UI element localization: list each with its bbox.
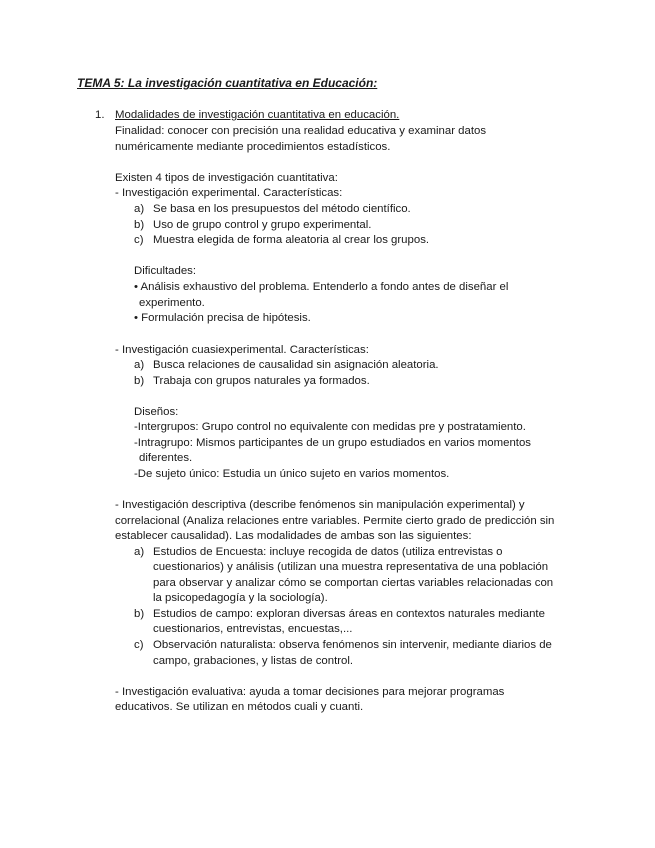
design-item: -Intergrupos: Grupo control no equivalente con medidas pre y postratamiento.: [134, 421, 526, 433]
list-marker: b): [134, 219, 145, 231]
bullet-item: • Análisis exhaustivo del problema. Entenderlo a fondo antes de diseñar el: [134, 281, 509, 293]
quasi-heading: - Investigación cuasiexperimental. Características:: [115, 344, 369, 356]
designs-heading: Diseños:: [134, 406, 179, 418]
list-item: Observación naturalista: observa fenómenos sin intervenir, mediante diarios de: [153, 639, 552, 651]
experimental-heading: - Investigación experimental. Características:: [115, 187, 343, 199]
design-item: -Intragrupo: Mismos participantes de un grupo estudiados en varios momentos: [134, 437, 531, 449]
descriptive-paragraph-line: correlacional (Analiza relaciones entre variables. Permite cierto grado de predicción sin: [115, 515, 555, 527]
list-item: Estudios de campo: exploran diversas áreas en contextos naturales mediante: [153, 608, 545, 620]
list-item-continuation: para observar y analizar cómo se comportan ciertas variables relacionadas con: [153, 577, 554, 589]
list-item: Uso de grupo control y grupo experimental.: [153, 219, 372, 231]
descriptive-paragraph-line: establecer causalidad). Las modalidades de ambas son las siguientes:: [115, 530, 472, 542]
list-marker: c): [134, 639, 144, 651]
list-item: Estudios de Encuesta: incluye recogida de datos (utiliza entrevistas o: [153, 546, 503, 558]
list-marker: c): [134, 234, 144, 246]
list-marker: b): [134, 375, 145, 387]
purpose-line: Finalidad: conocer con precisión una realidad educativa y examinar datos: [115, 125, 487, 137]
purpose-line: numéricamente mediante procedimientos estadísticos.: [115, 141, 391, 153]
list-item-continuation: cuestionarios, entrevistas, encuestas,...: [153, 623, 353, 635]
descriptive-paragraph-line: - Investigación descriptiva (describe fenómenos sin manipulación experimental) y: [115, 499, 525, 511]
list-item-continuation: la psicopedagogía y la sociología).: [153, 592, 328, 604]
design-item-continuation: diferentes.: [139, 452, 193, 464]
list-marker: b): [134, 608, 145, 620]
list-item: Muestra elegida de forma aleatoria al crear los grupos.: [153, 234, 430, 246]
difficulties-heading: Dificultades:: [134, 265, 197, 277]
design-item: -De sujeto único: Estudia un único sujeto en varios momentos.: [134, 468, 450, 480]
list-marker: a): [134, 546, 145, 558]
section-number: 1.: [95, 109, 105, 121]
bullet-item-continuation: experimento.: [139, 297, 205, 309]
evaluative-paragraph-line: - Investigación evaluativa: ayuda a tomar decisiones para mejorar programas: [115, 686, 505, 698]
list-item: Busca relaciones de causalidad sin asignación aleatoria.: [153, 359, 439, 371]
types-intro: Existen 4 tipos de investigación cuantitativa:: [115, 172, 338, 184]
list-marker: a): [134, 203, 145, 215]
document-title: TEMA 5: La investigación cuantitativa en Educación:: [77, 76, 378, 90]
list-item-continuation: campo, grabaciones, y listas de control.: [153, 655, 354, 667]
evaluative-paragraph-line: educativos. Se utilizan en métodos cuali y cuanti.: [115, 701, 364, 713]
section-heading: Modalidades de investigación cuantitativa en educación.: [115, 109, 400, 121]
list-item-continuation: cuestionarios) y análisis (utilizan una muestra representativa de una población: [153, 561, 549, 573]
list-item: Trabaja con grupos naturales ya formados.: [153, 375, 370, 387]
bullet-item: • Formulación precisa de hipótesis.: [134, 312, 311, 324]
list-marker: a): [134, 359, 145, 371]
list-item: Se basa en los presupuestos del método científico.: [153, 203, 411, 215]
